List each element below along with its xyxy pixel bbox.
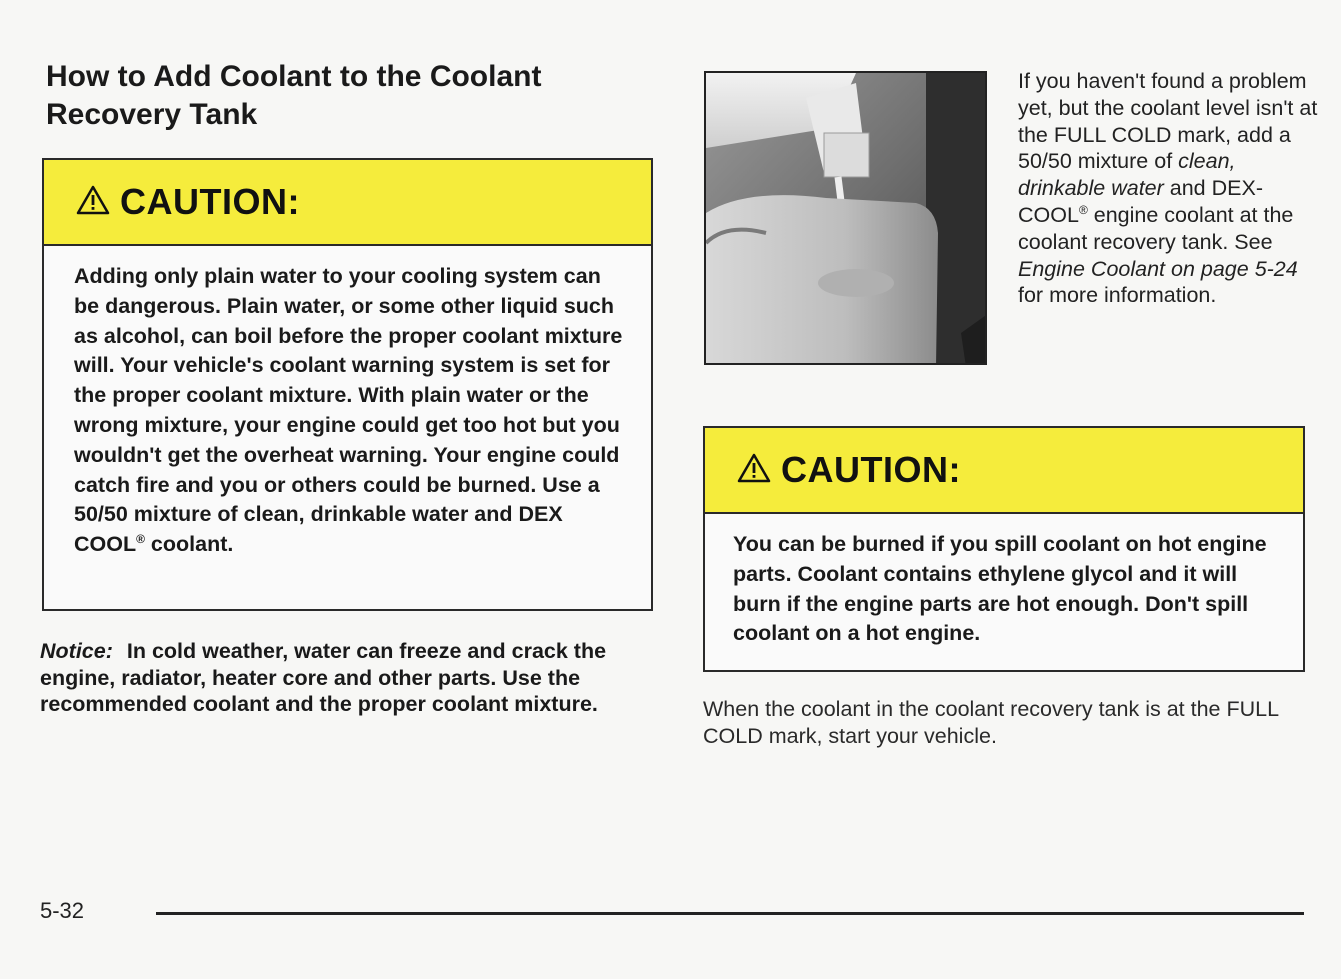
footer-rule: [156, 912, 1304, 915]
coolant-pouring-photo: [704, 71, 987, 365]
caution-title: CAUTION:: [781, 449, 961, 490]
caution-body: Adding only plain water to your cooling system can be dangerous. Plain water, or some other liquid such as alcohol, can boil before the proper coolant mixture will. Your vehicle's coolant warning system is set for the proper coolant mixture. With plain water or the wrong mixture, your engine could get too hot but you wouldn't get the overheat warning. Your engine could catch fire and you or others could be burned. Use a 50/50 mixture of clean, drinkable water and DEX COOL® coolant.: [74, 264, 623, 557]
warning-triangle-icon: [737, 453, 771, 488]
notice-paragraph: [40, 638, 660, 718]
instruction-paragraph: If you haven't found a problem yet, but the coolant level isn't at the FULL COLD mark, add a 50/50 mixture of clean, drinkable water and DEX-COOL® engine coolant at the coolant recovery tank. See Engine Coolant on page 5-24 for more information.: [1018, 69, 1318, 308]
notice-label: Notice:: [40, 639, 113, 663]
caution-header: [44, 160, 651, 246]
caution-header: [705, 428, 1303, 514]
caution-title: CAUTION:: [120, 181, 300, 222]
notice-text: In cold weather, water can freeze and crack the engine, radiator, heater core and other parts. Use the recommended coolant and the proper coolant mixture.: [40, 639, 607, 716]
page-number: 5-32: [40, 898, 85, 923]
cross-reference: Engine Coolant on page 5-24: [1018, 256, 1298, 281]
warning-triangle-icon: [76, 185, 110, 220]
caution-box-burn: [703, 426, 1305, 672]
caution-box-water: [42, 158, 653, 611]
caution-body: You can be burned if you spill coolant on hot engine parts. Coolant contains ethylene glycol and it will burn if the engine parts are hot enough. Don't spill coolant on a hot engine.: [733, 532, 1267, 646]
start-vehicle-paragraph: When the coolant in the coolant recovery tank is at the FULL COLD mark, start your vehicle.: [703, 697, 1279, 748]
section-heading: How to Add Coolant to the Coolant Recovery Tank: [46, 60, 542, 131]
